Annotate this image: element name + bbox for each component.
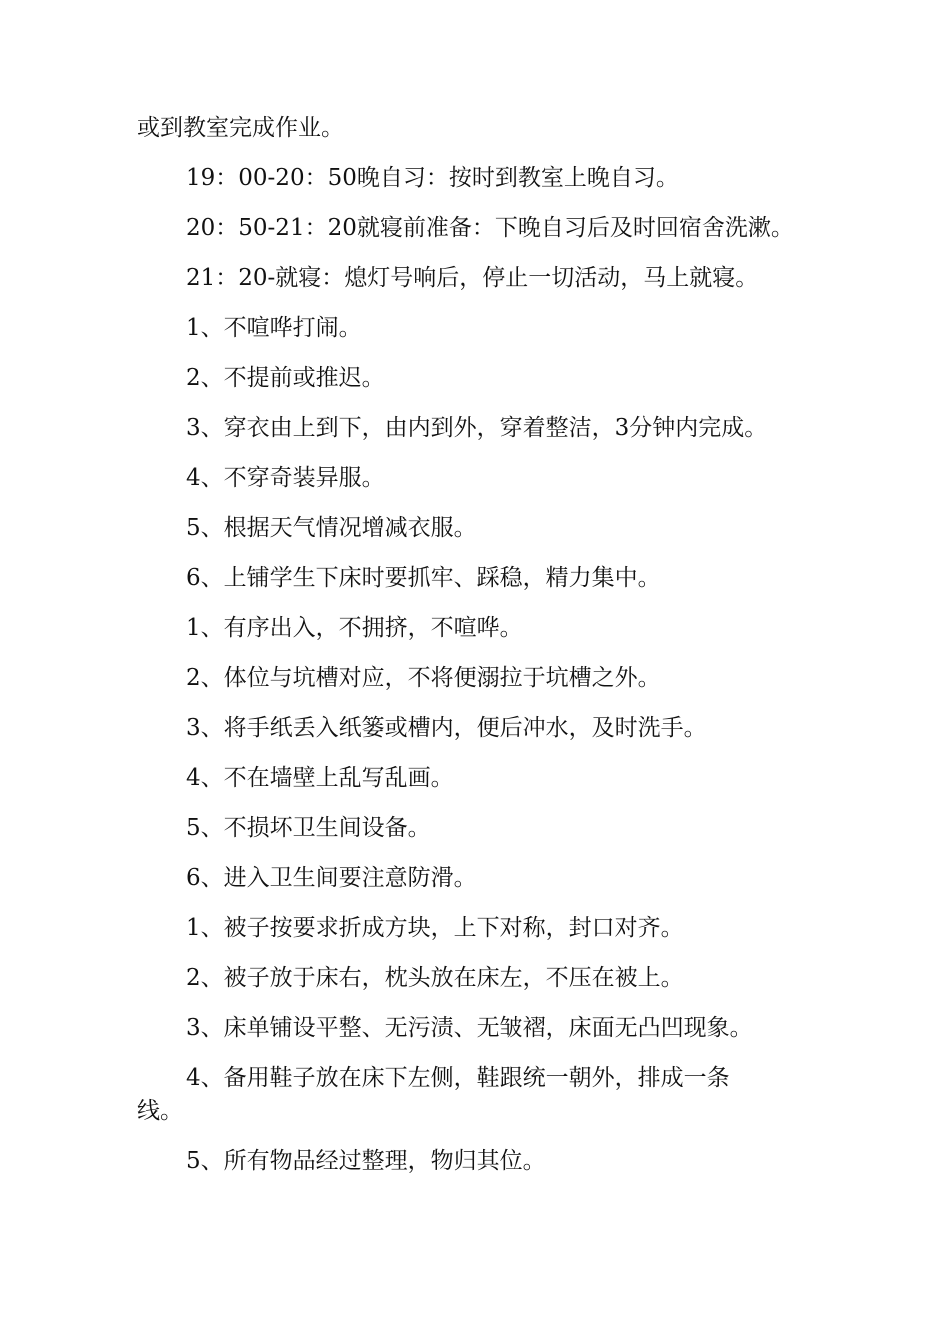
paragraph-list-item: 1、有序出入，不拥挤，不喧哗。 [186, 615, 523, 641]
paragraph-list-item: 1、被子按要求折成方块，上下对称，封口对齐。 [186, 915, 684, 941]
paragraph-list-item: 5、根据天气情况增减衣服。 [186, 515, 477, 541]
paragraph-list-item: 4、不穿奇装异服。 [186, 465, 385, 491]
paragraph-list-item: 2、体位与坑槽对应，不将便溺拉于坑槽之外。 [186, 665, 661, 691]
paragraph-list-item: 3、穿衣由上到下，由内到外，穿着整洁，3分钟内完成。 [186, 415, 768, 441]
paragraph-schedule-evening-study: 19：00-20：50晚自习：按时到教室上晚自习。 [186, 165, 679, 191]
paragraph-list-item: 6、进入卫生间要注意防滑。 [186, 865, 477, 891]
paragraph-list-item: 1、不喧哗打闹。 [186, 315, 362, 341]
paragraph-list-item: 4、备用鞋子放在床下左侧，鞋跟统一朝外，排成一条 [186, 1065, 730, 1091]
paragraph-schedule-sleep: 21：20-就寝：熄灯号响后，停止一切活动，马上就寝。 [186, 265, 759, 291]
paragraph-list-item: 3、床单铺设平整、无污渍、无皱褶，床面无凸凹现象。 [186, 1015, 753, 1041]
paragraph-schedule-bedtime-prep: 20：50-21：20就寝前准备：下晚自习后及时回宿舍洗漱。 [186, 215, 794, 241]
paragraph-list-item: 6、上铺学生下床时要抓牢、踩稳，精力集中。 [186, 565, 661, 591]
paragraph-continuation: 或到教室完成作业。 [137, 115, 344, 141]
paragraph-list-item-continuation: 线。 [137, 1098, 183, 1124]
paragraph-list-item: 5、所有物品经过整理，物归其位。 [186, 1148, 546, 1174]
paragraph-list-item: 3、将手纸丢入纸篓或槽内，便后冲水，及时洗手。 [186, 715, 707, 741]
paragraph-list-item: 4、不在墙壁上乱写乱画。 [186, 765, 454, 791]
paragraph-list-item: 2、不提前或推迟。 [186, 365, 385, 391]
paragraph-list-item: 5、不损坏卫生间设备。 [186, 815, 431, 841]
paragraph-list-item: 2、被子放于床右，枕头放在床左，不压在被上。 [186, 965, 684, 991]
